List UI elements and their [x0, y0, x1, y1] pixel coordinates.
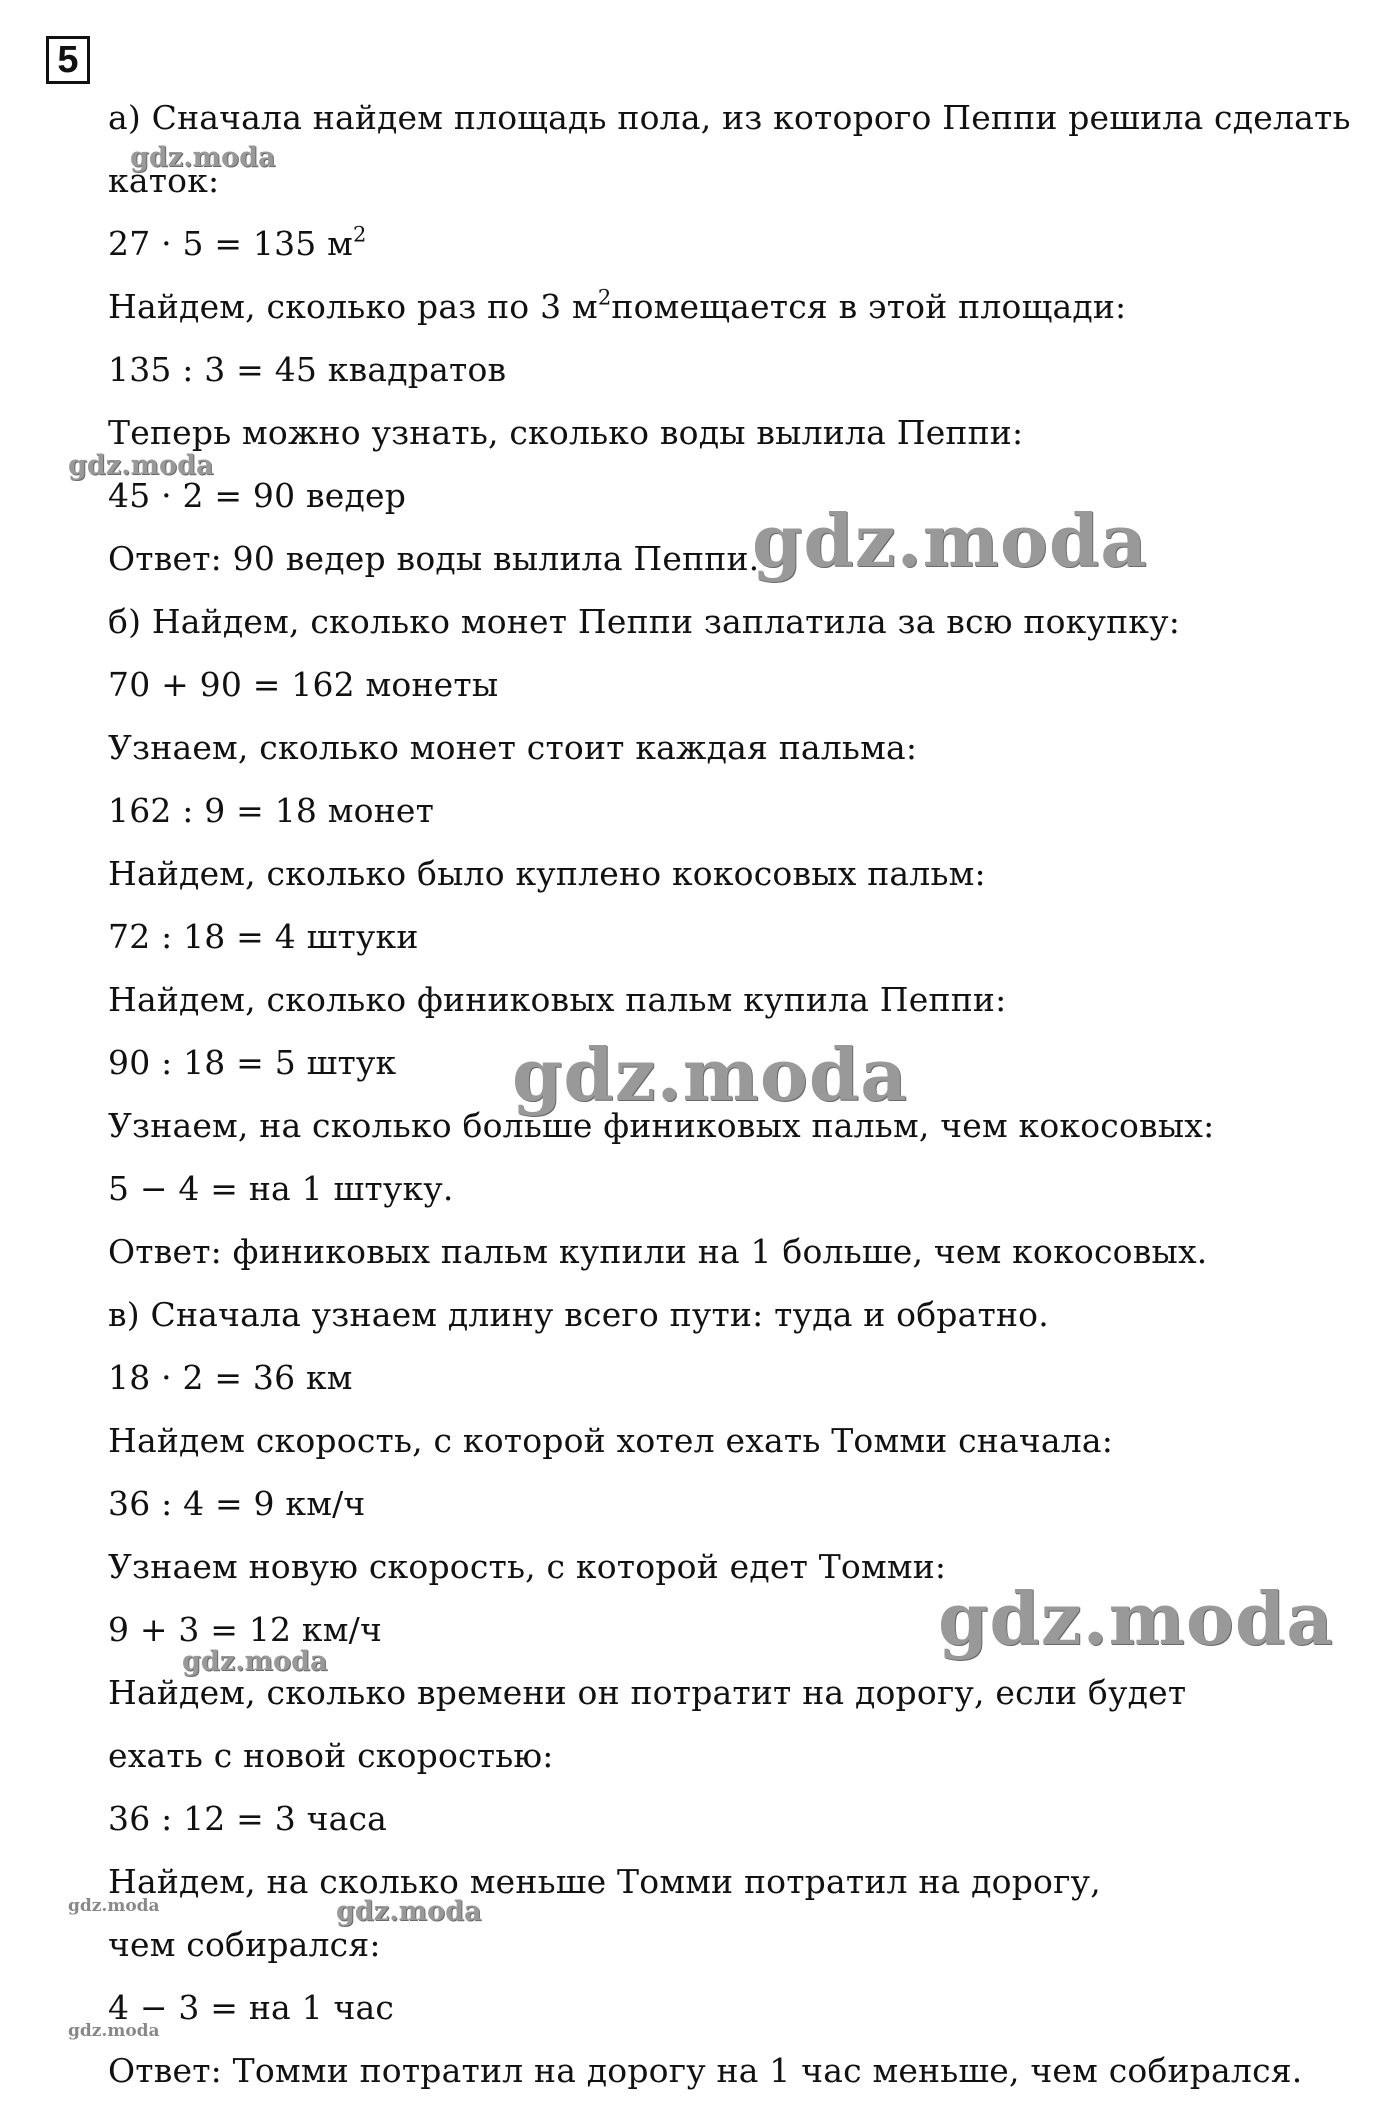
solution-line: Найдем, сколько времени он потратит на дорогу, если будет	[108, 1673, 1187, 1712]
solution-line: Найдем, сколько было куплено кокосовых пальм:	[108, 854, 986, 893]
watermark: gdz.moda	[68, 2021, 160, 2041]
solution-line: 4 − 3 = на 1 час	[108, 1988, 395, 2027]
superscript: 2	[597, 285, 612, 310]
solution-line: Найдем, на сколько меньше Томми потратил на дорогу,	[108, 1862, 1101, 1901]
solution-line: Узнаем новую скорость, с которой едет Томми:	[108, 1547, 947, 1586]
solution-line: 18 · 2 = 36 км	[108, 1358, 353, 1397]
solution-line: в) Сначала узнаем длину всего пути: туда и обратно.	[108, 1295, 1049, 1334]
solution-line: Найдем, сколько финиковых пальм купила Пеппи:	[108, 980, 1007, 1019]
solution-line: каток:	[108, 161, 220, 200]
superscript: 2	[353, 222, 367, 247]
solution-line: 72 : 18 = 4 штуки	[108, 917, 419, 956]
watermark: gdz.moda	[336, 1896, 482, 1927]
solution-line: 90 : 18 = 5 штук	[108, 1043, 397, 1082]
watermark: gdz.moda	[182, 1646, 328, 1677]
solution-line: Теперь можно узнать, сколько воды вылила Пеппи:	[108, 413, 1024, 452]
solution-line: 162 : 9 = 18 монет	[108, 791, 435, 830]
solution-line: а) Сначала найдем площадь пола, из которого Пеппи решила сделать	[108, 98, 1351, 137]
solution-line: чем собирался:	[108, 1925, 381, 1964]
solution-line: 9 + 3 = 12 км/ч	[108, 1610, 382, 1649]
watermark: gdz.moda	[938, 1576, 1334, 1661]
solution-line: ехать с новой скоростью:	[108, 1736, 554, 1775]
solution-line: 36 : 4 = 9 км/ч	[108, 1484, 366, 1523]
watermark: gdz.moda	[512, 1032, 908, 1117]
task-number-box: 5	[46, 36, 90, 84]
solution-line-text: помещается в этой площади:	[611, 287, 1127, 326]
solution-line: б) Найдем, сколько монет Пеппи заплатила за всю покупку:	[108, 602, 1181, 641]
solution-line-text: 27 · 5 = 135 м	[108, 224, 354, 263]
answer-line: Ответ: 90 ведер воды вылила Пеппи.	[108, 539, 760, 578]
solution-line	[108, 287, 1126, 327]
watermark: gdz.moda	[130, 142, 276, 173]
solution-line: 70 + 90 = 162 монеты	[108, 665, 499, 704]
answer-line: Ответ: Томми потратил на дорогу на 1 час меньше, чем собирался.	[108, 2051, 1303, 2090]
solution-line: 36 : 12 = 3 часа	[108, 1799, 388, 1838]
solution-line: Узнаем, на сколько больше финиковых пальм, чем кокосовых:	[108, 1106, 1215, 1145]
solution-line: 45 · 2 = 90 ведер	[108, 476, 407, 515]
solution-line: 135 : 3 = 45 квадратов	[108, 350, 507, 389]
answer-line: Ответ: финиковых пальм купили на 1 больше, чем кокосовых.	[108, 1232, 1208, 1271]
watermark: gdz.moda	[68, 450, 214, 481]
solution-line: Узнаем, сколько монет стоит каждая пальма:	[108, 728, 918, 767]
watermark: gdz.moda	[68, 1896, 160, 1916]
solution-line	[108, 224, 367, 264]
solution-line: Найдем скорость, с которой хотел ехать Томми сначала:	[108, 1421, 1114, 1460]
watermark: gdz.moda	[752, 498, 1148, 583]
solution-line: 5 − 4 = на 1 штуку.	[108, 1169, 454, 1208]
solution-line-text: Найдем, сколько раз по 3 м	[108, 287, 598, 326]
